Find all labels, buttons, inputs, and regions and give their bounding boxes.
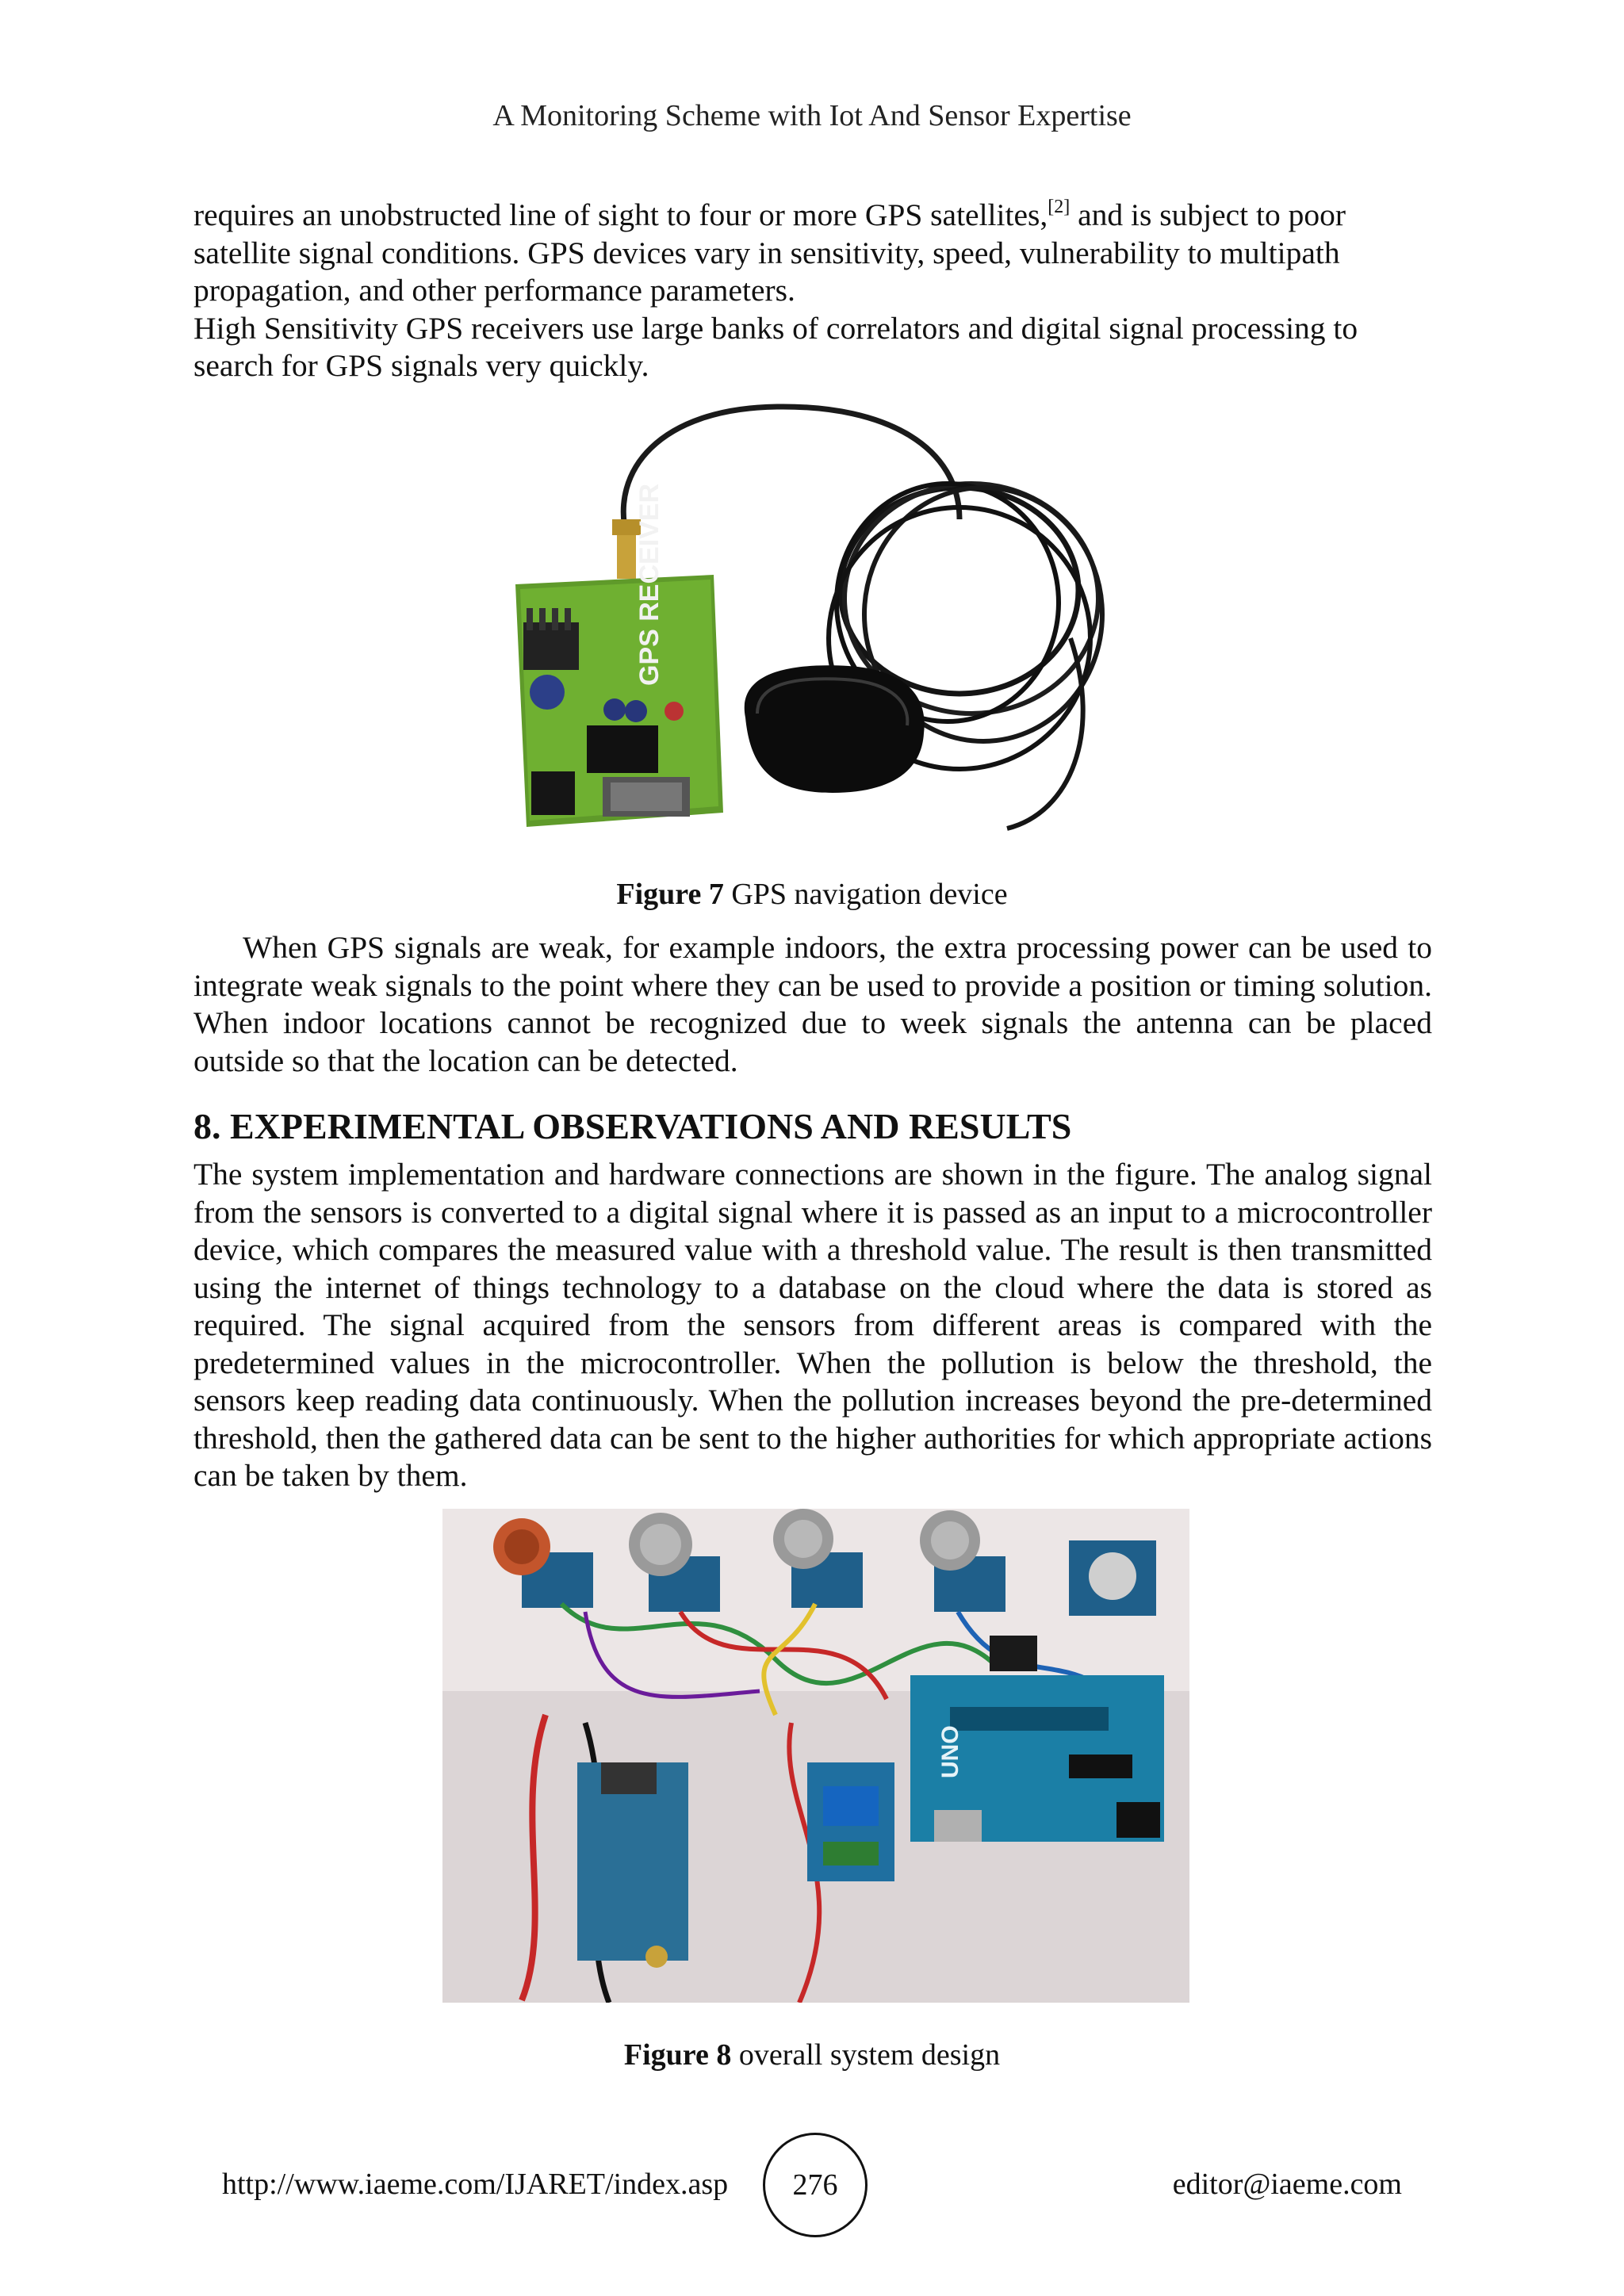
figure-8-label: Figure 8 [623,2038,732,2072]
figure-8-caption-text: overall system design [731,2038,1001,2072]
footer-url-link[interactable]: http://www.iaeme.com/IJARET/index.asp [222,2168,729,2201]
page-number: 276 [792,2168,838,2202]
figure-7-caption-text: GPS navigation device [723,878,1008,911]
intro-line-5: search for GPS signals very quickly. [193,348,649,383]
gps-device-illustration [515,400,1110,852]
intro-paragraph [193,197,1432,385]
section-8-paragraph: The system implementation and hardware connections are shown in the figure. The analog signal from the sensors is converted to a digital signal where it is passed as an input to a microcontroller device, which compares the measured value with a threshold value. The result is then transmitted using the internet of things technology to a database on the cloud where the data is stored as required. The signal acquired from the sensors from different areas is compared with the predetermined values in the microcontroller. When the pollution is below the threshold, the sensors keep reading data continuously. When the pollution increases beyond the pre-determined threshold, then the gathered data can be sent to the higher authorities for which appropriate actions can be taken by them. [193,1157,1432,1493]
intro-line-3: propagation, and other performance parameters. [193,273,795,308]
intro-line-1 [193,197,1432,235]
figure-7-caption [0,877,1624,912]
intro-line-4: High Sensitivity GPS receivers use large banks of correlators and digital signal processing to [193,310,1358,346]
intro-line-1-tail: and is subject to poor [1070,197,1346,232]
figure-8-image [442,1509,1189,2003]
system-hardware-illustration [442,1509,1189,2003]
intro-line-1-text: requires an unobstructed line of sight to four or more GPS satellites, [193,197,1048,232]
figure-7-image [515,400,1110,852]
intro-line-2: satellite signal conditions. GPS devices vary in sensitivity, speed, vulnerability to multipath [193,235,1340,270]
paragraph-gps-weak-signal: When GPS signals are weak, for example indoors, the extra processing power can be used to integrate weak signals to the point where they can be used to provide a position or timing solution. When indoor locations cannot be recognized due to week signals the antenna can be placed outside so that the location can be detected. [193,930,1432,1078]
arduino-label: UNO [937,1725,963,1778]
section-heading: 8. EXPERIMENTAL OBSERVATIONS AND RESULTS [193,1106,1072,1146]
page-number-badge [763,2133,868,2237]
running-header: A Monitoring Scheme with Iot And Sensor Expertise [492,99,1132,132]
board-label: GPS RECEIVER [634,483,665,686]
footer-email-link[interactable]: editor@iaeme.com [1172,2168,1402,2201]
figure-7-label: Figure 7 [616,878,724,911]
citation-ref[interactable]: [2] [1048,197,1071,217]
figure-8-caption [0,2038,1624,2072]
